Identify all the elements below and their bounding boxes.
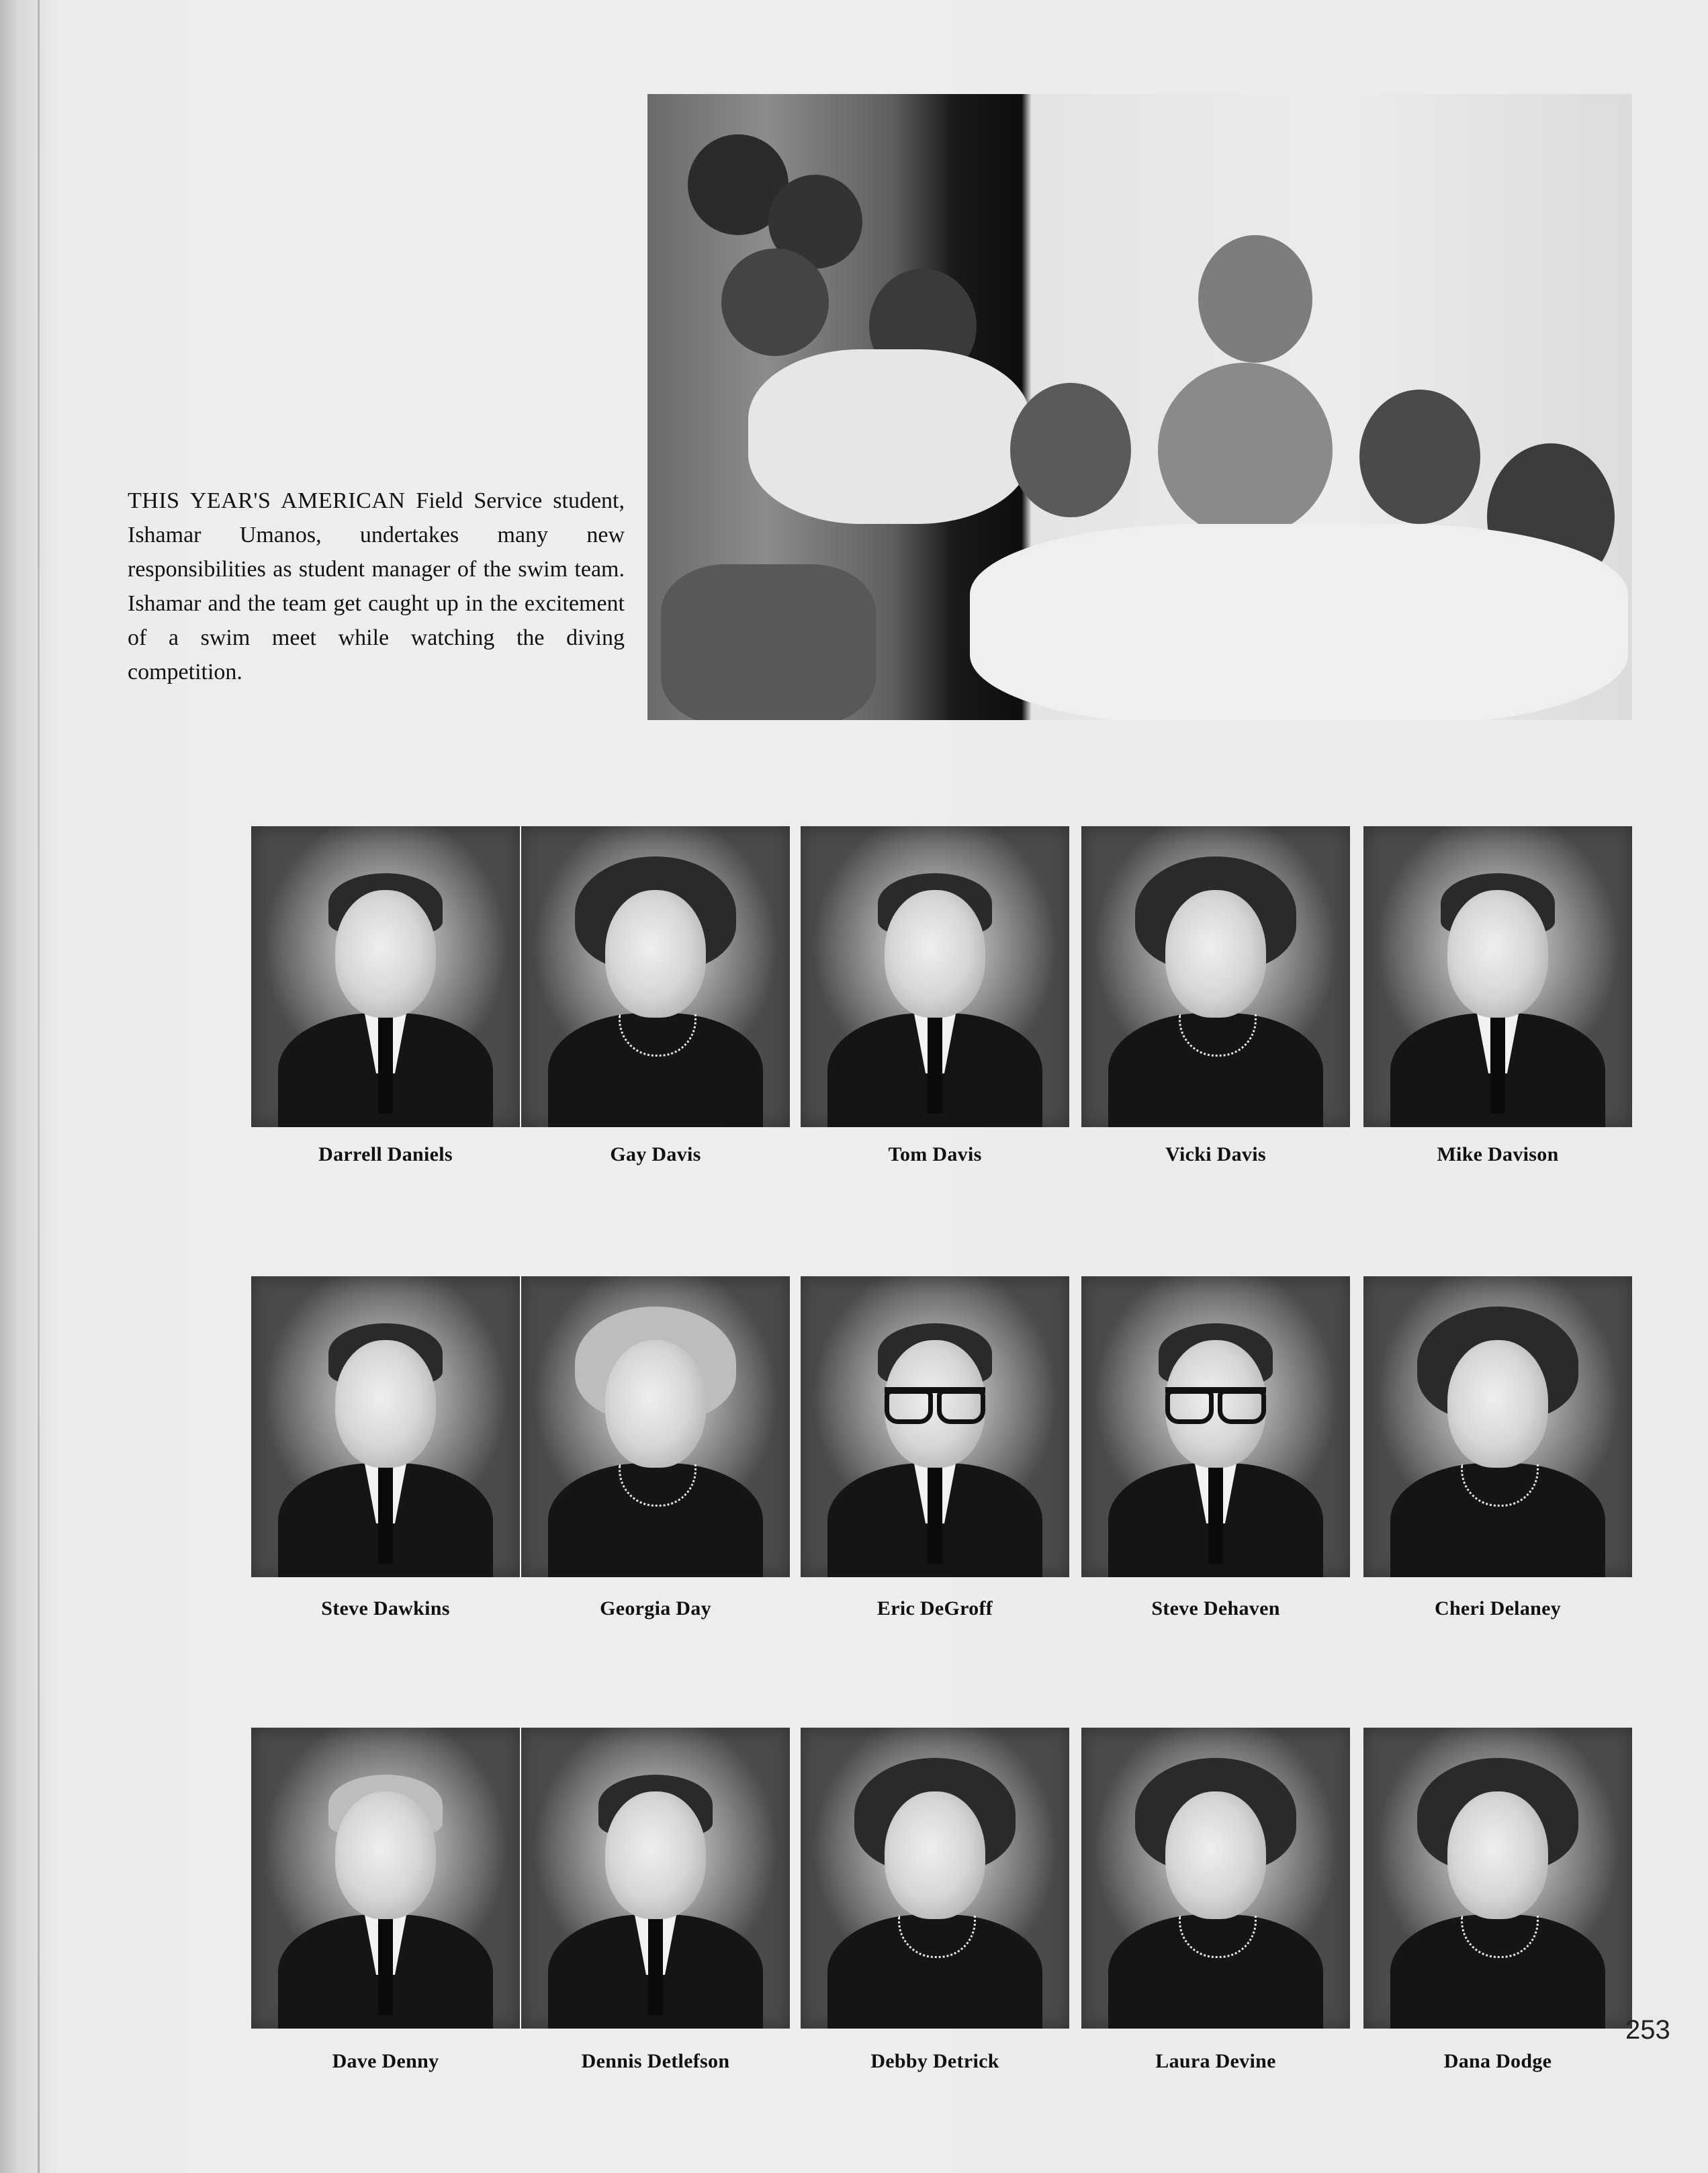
necktie xyxy=(378,1013,393,1114)
student-name: Dennis Detlefson xyxy=(581,2050,730,2072)
portrait-face xyxy=(1447,890,1548,1018)
eyeglasses xyxy=(1165,1387,1266,1416)
portrait-face xyxy=(885,890,985,1018)
student-name: Steve Dawkins xyxy=(321,1597,450,1620)
page-number: 253 xyxy=(1625,2015,1670,2045)
necktie xyxy=(648,1914,663,2015)
student-portrait xyxy=(521,1728,790,2029)
student-name: Georgia Day xyxy=(600,1597,711,1620)
necktie xyxy=(1208,1463,1223,1564)
student-name: Vicki Davis xyxy=(1165,1143,1266,1165)
portrait-face xyxy=(605,890,706,1018)
portrait-face xyxy=(1165,890,1266,1018)
student-name: Steve Dehaven xyxy=(1151,1597,1280,1620)
binding-gutter xyxy=(38,0,40,2173)
student-name: Laura Devine xyxy=(1155,2050,1276,2072)
student-portrait xyxy=(1081,1276,1350,1577)
student-name: Eric DeGroff xyxy=(877,1597,993,1620)
student-name: Mike Davison xyxy=(1437,1143,1559,1165)
student-portrait xyxy=(251,826,520,1127)
student-name: Debby Detrick xyxy=(870,2050,999,2072)
portrait-face xyxy=(605,1340,706,1468)
student-portrait xyxy=(251,1276,520,1577)
portrait-face xyxy=(885,1791,985,1919)
student-portrait xyxy=(1081,1728,1350,2029)
portrait-face xyxy=(605,1791,706,1919)
portrait-face xyxy=(335,890,436,1018)
student-name: Gay Davis xyxy=(610,1143,701,1165)
necktie xyxy=(928,1013,942,1114)
portrait-face xyxy=(1165,1791,1266,1919)
student-portrait xyxy=(801,1728,1069,2029)
necktie xyxy=(378,1463,393,1564)
necktie xyxy=(1490,1013,1505,1114)
student-portrait xyxy=(801,826,1069,1127)
student-name: Tom Davis xyxy=(888,1143,982,1165)
necktie xyxy=(928,1463,942,1564)
student-name: Dana Dodge xyxy=(1443,2050,1552,2072)
caption-lead: THIS YEAR'S AMERICAN xyxy=(128,488,406,513)
student-portrait xyxy=(1363,1728,1632,2029)
necktie xyxy=(378,1914,393,2015)
portrait-face xyxy=(335,1791,436,1919)
portrait-face xyxy=(335,1340,436,1468)
portrait-face xyxy=(1447,1340,1548,1468)
feature-caption xyxy=(128,484,625,689)
student-portrait xyxy=(1363,826,1632,1127)
student-portrait xyxy=(251,1728,520,2029)
student-portrait xyxy=(1081,826,1350,1127)
swim-team-photo xyxy=(647,94,1632,720)
caption-body: Field Service student, Ishamar Umanos, undertakes many new responsibilities as student manager of the swim team. Ishamar and the team get caught up in the excitement of a swim meet while watching the diving competition. xyxy=(128,488,625,684)
portrait-face xyxy=(1447,1791,1548,1919)
student-name: Darrell Daniels xyxy=(318,1143,453,1165)
student-portrait xyxy=(1363,1276,1632,1577)
eyeglasses xyxy=(885,1387,985,1416)
student-portrait xyxy=(521,826,790,1127)
student-name: Dave Denny xyxy=(332,2050,439,2072)
student-portrait xyxy=(801,1276,1069,1577)
student-portrait xyxy=(521,1276,790,1577)
student-name: Cheri Delaney xyxy=(1434,1597,1562,1620)
